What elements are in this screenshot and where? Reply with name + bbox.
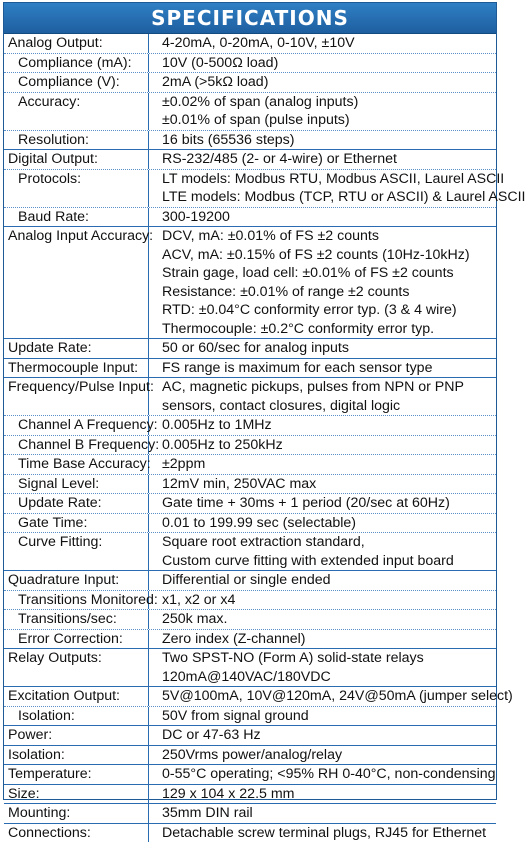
specifications-header: [4, 3, 496, 34]
spec-value: [149, 475, 496, 494]
spec-row: [4, 207, 496, 227]
spec-value: [149, 378, 496, 415]
spec-value: [149, 339, 496, 358]
spec-value-line: RTD: ±0.04°C conformity error typ. (3 & 4 wire): [162, 301, 496, 320]
spec-label: Accuracy:: [4, 93, 149, 130]
spec-value-line: LTE models: Modbus (TCP, RTU or ASCII) & Laurel ASCII: [162, 188, 526, 207]
spec-value-line: 250Vrms power/analog/relay: [162, 746, 496, 765]
spec-row: [4, 454, 496, 474]
spec-value-line: Detachable screw terminal plugs, RJ45 for Ethernet: [162, 824, 496, 842]
spec-label: Analog Output:: [4, 34, 149, 53]
specifications-sheet: [3, 2, 497, 800]
spec-value-line: Strain gage, load cell: ±0.01% of FS ±2 counts: [162, 264, 496, 283]
spec-row: [4, 823, 496, 842]
spec-value-line: Thermocouple: ±0.2°C conformity error typ.: [162, 320, 496, 339]
spec-value-line: 250k max.: [162, 610, 496, 629]
spec-value-line: ACV, mA: ±0.15% of FS ±2 counts (10Hz-10kHz): [162, 246, 496, 265]
spec-value-line: 35mm DIN rail: [162, 804, 496, 823]
spec-row: [4, 474, 496, 494]
spec-value-line: 129 x 104 x 22.5 mm: [162, 785, 496, 804]
spec-value-line: Gate time + 30ms + 1 period (20/sec at 60Hz): [162, 494, 496, 513]
spec-value: [149, 208, 496, 227]
spec-row: [4, 648, 496, 686]
spec-row: [4, 92, 496, 130]
spec-value-line: RS-232/485 (2- or 4-wire) or Ethernet: [162, 150, 496, 169]
spec-value-line: ±2ppm: [162, 455, 496, 474]
spec-value: [149, 73, 496, 92]
spec-label: Relay Outputs:: [4, 649, 149, 686]
spec-value: [149, 571, 496, 590]
spec-value-line: 2mA (>5kΩ load): [162, 73, 496, 92]
spec-value-line: Custom curve fitting with extended input board: [162, 552, 496, 571]
spec-value: [149, 610, 496, 629]
spec-value-line: Two SPST-NO (Form A) solid-state relays: [162, 649, 496, 668]
spec-label: Thermocouple Input:: [4, 359, 149, 378]
spec-value-line: Differential or single ended: [162, 571, 496, 590]
spec-label: Update Rate:: [4, 494, 149, 513]
spec-row: [4, 532, 496, 570]
spec-value-line: ±0.01% of span (pulse inputs): [162, 111, 496, 130]
spec-value: [149, 649, 496, 686]
spec-row: [4, 493, 496, 513]
spec-row: [4, 358, 496, 378]
spec-value-line: sensors, contact closures, digital logic: [162, 397, 496, 416]
spec-value: [149, 765, 496, 784]
spec-value: [149, 170, 526, 207]
spec-value-line: 10V (0-500Ω load): [162, 54, 496, 73]
spec-value-line: 0-55°C operating; <95% RH 0-40°C, non-condensing: [162, 765, 496, 784]
spec-value-line: 50 or 60/sec for analog inputs: [162, 339, 496, 358]
spec-row: [4, 706, 496, 726]
spec-value: [149, 746, 496, 765]
spec-value-line: 0.005Hz to 1MHz: [162, 416, 496, 435]
spec-value-line: x1, x2 or x4: [162, 591, 496, 610]
spec-label: Digital Output:: [4, 150, 149, 169]
spec-value-line: Zero index (Z-channel): [162, 630, 496, 649]
spec-label: Update Rate:: [4, 339, 149, 358]
spec-label: Mounting:: [4, 804, 149, 823]
spec-label: Signal Level:: [4, 475, 149, 494]
spec-label: Power:: [4, 726, 149, 745]
spec-row: [4, 226, 496, 338]
spec-value-line: DCV, mA: ±0.01% of FS ±2 counts: [162, 227, 496, 246]
spec-value: [149, 707, 496, 726]
spec-value-line: 4-20mA, 0-20mA, 0-10V, ±10V: [162, 34, 496, 53]
spec-value: [149, 359, 496, 378]
spec-row: [4, 435, 496, 455]
spec-value: [149, 514, 496, 533]
spec-value-line: Square root extraction standard,: [162, 533, 496, 552]
spec-value: [149, 54, 496, 73]
spec-value-line: Resistance: ±0.01% of range ±2 counts: [162, 283, 496, 302]
spec-value: [149, 804, 496, 823]
spec-value: [149, 726, 496, 745]
spec-row: [4, 609, 496, 629]
spec-value: [149, 34, 496, 53]
spec-label: Quadrature Input:: [4, 571, 149, 590]
spec-value-line: ±0.02% of span (analog inputs): [162, 93, 496, 112]
spec-value-line: DC or 47-63 Hz: [162, 726, 496, 745]
spec-label: Baud Rate:: [4, 208, 149, 227]
spec-row: [4, 513, 496, 533]
spec-value: [149, 533, 496, 570]
spec-label: Transitions/sec:: [4, 610, 149, 629]
spec-label: Error Correction:: [4, 630, 149, 649]
spec-row: [4, 803, 496, 823]
spec-label: Temperature:: [4, 765, 149, 784]
spec-label: Channel B Frequency:: [4, 436, 149, 455]
spec-label: Resolution:: [4, 131, 149, 150]
spec-value: [149, 131, 496, 150]
spec-value: [149, 455, 496, 474]
spec-label: Time Base Accuracy:: [4, 455, 149, 474]
spec-value: [149, 150, 496, 169]
spec-value-line: LT models: Modbus RTU, Modbus ASCII, Laurel ASCII: [162, 170, 526, 189]
spec-value-line: 0.01 to 199.99 sec (selectable): [162, 514, 496, 533]
spec-value: [149, 436, 496, 455]
specifications-table: [4, 34, 496, 842]
spec-label: Analog Input Accuracy:: [4, 227, 149, 338]
spec-value: [149, 494, 496, 513]
spec-value: [149, 824, 496, 842]
spec-value: [149, 227, 496, 338]
spec-value-line: 16 bits (65536 steps): [162, 131, 496, 150]
spec-value: [149, 630, 496, 649]
spec-row: [4, 764, 496, 784]
spec-label: Transitions Monitored:: [4, 591, 149, 610]
spec-value-line: AC, magnetic pickups, pulses from NPN or PNP: [162, 378, 496, 397]
spec-label: Curve Fitting:: [4, 533, 149, 570]
spec-row: [4, 629, 496, 649]
spec-value: [149, 687, 513, 706]
spec-value-line: 300-19200: [162, 208, 496, 227]
spec-label: Gate Time:: [4, 514, 149, 533]
spec-value-line: 50V from signal ground: [162, 707, 496, 726]
spec-row: [4, 745, 496, 765]
spec-row: [4, 169, 496, 207]
spec-value-line: 12mV min, 250VAC max: [162, 475, 496, 494]
spec-value: [149, 785, 496, 804]
spec-label: Isolation:: [4, 746, 149, 765]
spec-label: Protocols:: [4, 170, 149, 207]
spec-value-line: 5V@100mA, 10V@120mA, 24V@50mA (jumper select): [162, 687, 513, 706]
spec-row: [4, 34, 496, 53]
spec-label: Compliance (mA):: [4, 54, 149, 73]
spec-row: [4, 590, 496, 610]
spec-row: [4, 53, 496, 73]
spec-row: [4, 149, 496, 169]
spec-row: [4, 72, 496, 92]
spec-label: Frequency/Pulse Input:: [4, 378, 149, 415]
spec-row: [4, 338, 496, 358]
spec-value: [149, 591, 496, 610]
header-title: SPECIFICATIONS: [151, 6, 349, 30]
spec-label: Connections:: [4, 824, 149, 842]
spec-label: Size:: [4, 785, 149, 804]
spec-label: Isolation:: [4, 707, 149, 726]
spec-row: [4, 725, 496, 745]
spec-value-line: 120mA@140VAC/180VDC: [162, 668, 496, 687]
spec-row: [4, 784, 496, 804]
spec-label: Compliance (V):: [4, 73, 149, 92]
spec-value-line: FS range is maximum for each sensor type: [162, 359, 496, 378]
spec-label: Excitation Output:: [4, 687, 149, 706]
spec-row: [4, 570, 496, 590]
spec-row: [4, 686, 496, 706]
spec-row: [4, 130, 496, 150]
spec-label: Channel A Frequency:: [4, 416, 149, 435]
spec-row: [4, 415, 496, 435]
spec-value-line: 0.005Hz to 250kHz: [162, 436, 496, 455]
spec-value: [149, 93, 496, 130]
spec-value: [149, 416, 496, 435]
spec-row: [4, 377, 496, 415]
